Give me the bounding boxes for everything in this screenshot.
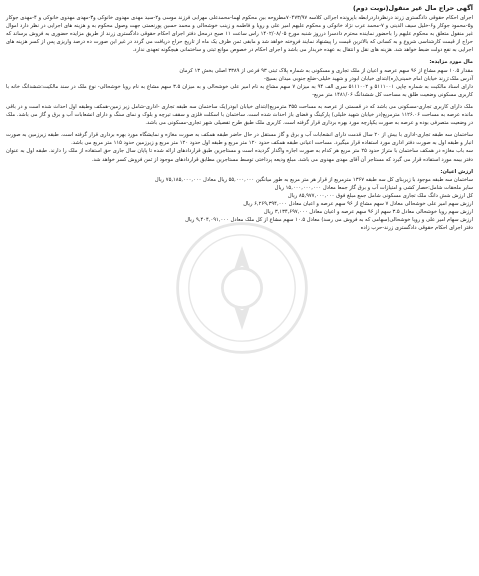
valuation-line: ارزش سهام امیر علی و رویا خوشحالی(سهامی که به فروش می رسد) معادل ۱۰.۵ سهم مشاع از کل ملک معادل ۹,۴۰۴,۰۹۱,۰۰۰ ریال <box>185 217 473 224</box>
tenants-description: سه باب مغازه در همکف ساختمان با متراژ حدود ۲۵ متر مربع هر کدام به صورت اجاره واگذار گردیده است و مستاجرین طبق قراردادهای ارائه شده تا پایان سال جاری حق استفاده از ملک را دارند. طبقه اول به عنوان دفتر بیمه مورد استفاده قرار می گیرد که مستاجر آن آقای مهدی مهدوی می باشد. مبلغ ودیعه پرداختی توسط مستاجرین مطابق قراردادهای موجود از ثمن فروش کسر خواهد شد. <box>6 148 473 163</box>
property-label: مال مورد مزایده: <box>429 59 473 66</box>
valuation-line: ارزش سهم رویا خوشحالی معادل ۳.۵ سهم از ۹۶ سهم عرصه و اعیان معادل ۳,۱۳۴,۶۹۷,۰۰۰ ریال <box>263 209 473 216</box>
notice-title: آگهی حراج مال غیر منقول(نوبت دوم) <box>352 4 473 12</box>
notice-intro: اجرای احکام حقوقی دادگستری زرند درنظرداردرابطه باپرونده اجرائی کلاسه ۷۰۴۷۳/۹۷مطروحه بین محکوم لهما-محمدعلی مهرابی فرزند موسی و۲-سید مهدی مهدوی خانوکی و۳-مهدی مهدوی خانوکی و ۴-مهدی جوکار و۵-محمود جوکار و۶-خلیل سیف الدینی و ۷-محمد عرب نژاد خانوکی و محکوم علیهم امیر علی و رویا و فاطمه و زینب خوشحالی و محمد حسین پورنعمتی جهت وصول محکوم به و هزینه های اجرایی در نظر دارد اموال غیر منقول متعلق به محکوم علیهم را باحضور نماینده محترم دادسرا درروز شنبه مورخ ۱۴۰۲/۰۸/۰۵ راس ساعت ۱۱ صبح درمحل دفتر اجرای احکام حقوقی دادگستری زرند از طریق مزایده حضوری به فروش برساند که حراج از قیمت کارشناسی شروع و به کسانی که بالاترین قیمت را پیشنهاد نمایند فروخته خواهد شد و مابقی ثمن ظرف یک ماه از تاریخ حراج دریافت می گردد در غیر این صورت ده درصد واریزی پس از کسر هزینه های اجرایی به نفع دولت ضبط خواهد شد. هزینه های نقل و انتقال به عهده خریدار می باشد و اجرای احکام در خصوص موانع ثبتی و ساختمانی هیچگونه تعهدی ندارد. <box>6 15 474 54</box>
building-description: ساختمان سه طبقه تجاری-اداری با بیش از ۲۰ سال قدمت دارای انشعابات آب و برق و گاز مستقل در حال حاضر طبقه همکف به صورت مغازه و نمایشگاه مورد بهره برداری قرار گرفته است. طبقه زیرزمین به صورت انبار و طبقه اول به صورت دفتر اداری مورد استفاده قرار میگیرد. مساحت اعیانی طبقه همکف حدود ۱۲۰ متر مربع و طبقه اول حدود ۱۲۰ متر مربع و زیرزمین حدود ۱۱۵ متر مربع می باشد. <box>6 132 473 147</box>
valuation-line: ساختمان سه طبقه موجود با زیربنای کل سه طبقه ۱۳۶۷ مترمربع از قرار هر متر مربع به طور میانگین ۵۵,۰۰۰,۰۰۰ ریال معادل ۷۵,۱۸۵,۰۰۰,۰۰۰ ریال <box>154 176 473 183</box>
valuation-line: سایر ملحقات شامل:حصار کشی و امتیازات آب و برق گاز جمعا معادل ۱۵,۰۰۰,۰۰۰,۰۰۰ ریال <box>274 184 473 191</box>
signature: دفتر اجرای احکام حقوقی دادگستری زرند-حرب زاده <box>360 225 473 232</box>
valuation-line: کل ارزش شش دانگ ملک تجاری مسکونی شامل جمع مبلغ فوق ۸۵,۹۷۷,۰۰۰,۰۰۰ ریال <box>287 192 473 199</box>
property-description: ملک دارای کاربری تجاری-مسکونی می باشد که در قسمتی از عرصه به مساحت ۳۵۵ مترمربع(ابتدای خیابان ابوذر)یک ساختمان سه طبقه تجاری -اداری-شامل زیر زمین-همکف وطبقه اول احداث شده است و در باقی مانده عرصه به مساحت ۱۱۲۶.۰۶ مترمربع(در خیابان شهید خلیلی) پارکینگ و فضای باز احداث شده است. ساختمان با اسکلت فلزی و سقف تیرچه و بلوک و نمای سنگ و دارای انشعابات آب و برق و گاز می باشد. ملک در وضعیت متصرفی بوده و عرصه به صورت یکپارچه مورد بهره برداری قرار گرفته است. کاربری ملک طبق طرح تفصیلی شهر تجاری-مسکونی می باشد. <box>6 103 474 127</box>
valuation-label: ارزش اعیان: <box>440 168 473 175</box>
ownership-deeds: دارای اسناد مالکیت به شماره چاپی ۵۱۱۱۰۰۱ و ۵۱۱۱۰۰۲ سری الف ۹۴ به میزان ۷ سهم مشاع به نام امیر علی خوشحالی و به میزان ۳.۵ سهم مشاع به نام رویا خوشحالی- نوع ملک در سند مالکیت:ششدانگ خانه با کاربری مسکونی وضعیت طلق به مساحت کل ششدانگ ۱۴۸۱/۰۶ متر مربع- <box>6 83 473 98</box>
property-main: مقدار ۱۰.۵ سهم مشاع از ۹۶ سهم عرصه و اعیان از ملک تجاری و مسکونی به شماره پلاک ثبتی ۹۳ فرعی از ۳۳۸۹ اصلی بخش ۱۳ کرمان <box>179 67 473 74</box>
property-address: آدرس ملک:زرند خیابان امام خمینی(ره)ابتدای خیابان ابوذر و شهید خلیلی-ضلع جنوبی میدان بسیج- <box>263 75 473 82</box>
valuation-line: ارزش سهم امیر علی خوشحالی معادل ۷ سهم مشاع از ۹۶ سهم عرصه و اعیان معادل ۶,۲۶۹,۳۹۴,۰۰۰ ریال <box>243 200 473 207</box>
